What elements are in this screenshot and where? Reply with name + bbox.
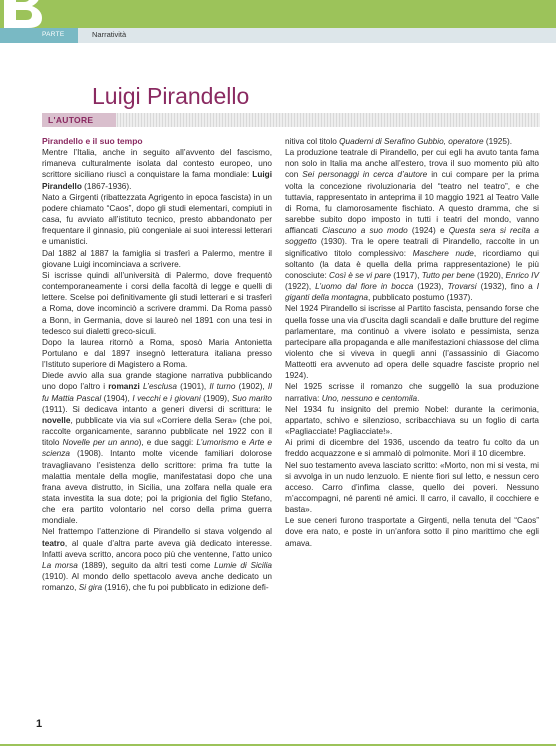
header-nav-band	[0, 28, 556, 43]
paragraph: Nel 1924 Pirandello si iscrisse al Partito fascista, pensando forse che quella fosse una via d’uscita dagli scandali e dalle brutture del regime parlamentare, ma continuò a vivere isolato e pessimista, senza partecipare alla propaganda e alle manifestazioni chiassose del clima violento che si viveva in quegli anni (l’assassinio di Giacomo Matteotti era avvenuto ad opera delle squadre fasciste proprio nel 1924).	[285, 304, 539, 381]
section-label-box	[42, 113, 116, 127]
paragraph: La produzione teatrale di Pirandello, per cui egli ha avuto tanta fama non solo in Italia ma anche all’estero, trova il suo momento più alto con Sei personaggi in cerca d’autore in cui compare per la prima volta la concezione rivoluzionaria del “teatro nel teatro”, e che tuttavia, rappresentato in anteprima il 10 maggio 1921 al Teatro Valle di Roma, fu clamorosamente fischiato. A questo dramma, che si sarebbe subito dopo imposto in tutti i teatri del mondo, vanno affiancati Ciascuno a suo modo (1924) e Questa sera si recita a soggetto (1930). Tra le opere teatrali di Pirandello, raccolte in un significativo titolo complessivo: Maschere nude, ricordiamo qui soltanto (la data è quella della prima rappresentazione) le più conosciute: Così è se vi pare (1917), Tutto per bene (1920), Enrico IV (1922), L’uomo dal fiore in bocca (1923), Trovarsi (1932), fino a I giganti della montagna, pubblicato postumo (1937).	[285, 148, 540, 303]
page-title: Luigi Pirandello	[92, 83, 250, 110]
page-number: 1	[36, 718, 43, 730]
paragraph: Dopo la laurea ritornò a Roma, sposò Maria Antonietta Portulano e dal 1897 insegnò letteratura italiana presso l’Istituto superiore di Magistero a Roma.	[42, 337, 272, 370]
header-green-band	[0, 0, 556, 28]
letter-logo-icon	[0, 0, 44, 28]
paragraph: Ai primi di dicembre del 1936, uscendo da teatro fu colto da un freddo acquazzone e si ammalò di polmonite. Morì il 10 dicembre.	[285, 438, 539, 459]
part-tab	[0, 28, 78, 43]
paragraph: Dal 1882 al 1887 la famiglia si trasferì a Palermo, mentre il giovane Luigi incominciava a scrivere.	[42, 248, 272, 269]
section-name: Narratività	[92, 30, 127, 39]
paragraph: Si iscrisse quindi all’università di Palermo, dove frequentò contemporaneamente i corsi della facoltà di legge e quelli di lettere. Scelse poi definitivamente gli studi letterari e si trasferì a Roma, dove incominciò a scrivere drammi. Da Roma passò a Bonn, in Germania, dove si laureò nel 1891 con una tesi in tedesco sui dialetti greco-siculi.	[42, 270, 272, 336]
paragraph: Nel 1925 scrisse il romanzo che suggellò la sua produzione narrativa: Uno, nessuno e centomila.	[285, 382, 539, 403]
part-label: PARTE	[42, 31, 65, 38]
paragraph: Nel 1934 fu insignito del premio Nobel: durante la cerimonia, appartato, schivo e silenzioso, scribacchiava su un foglio di carta «Pagliacciate! Pagliacciate!».	[285, 404, 539, 437]
paragraph: Mentre l’Italia, anche in seguito all’avvento del fascismo, rimaneva culturalmente isolata dal contesto europeo, uno scrittore siciliano riuscì a conquistare la fama mondiale: Luigi Pirandello (1867-1936).	[42, 148, 272, 191]
section-bar	[42, 113, 540, 127]
right-column	[285, 136, 539, 549]
paragraph: Le sue ceneri furono trasportate a Girgenti, nella tenuta del “Caos” dove era nato, e poste in un’anfora sotto il pino marittimo che egli amava.	[285, 516, 539, 548]
paragraph: nitiva col titolo Quaderni di Serafino Gubbio, operatore (1925).	[285, 137, 513, 146]
paragraph: Nel frattempo l’attenzione di Pirandello si stava volgendo al teatro, al quale d’altra parte aveva già dedicato interesse. Infatti aveva scritto, ancora poco più che ventenne, l’atto unico La morsa (1889), seguito da altri testi come Lumie di Sicilia (1910). Al mondo dello spettacolo aveva anche dedicato un romanzo, Si gira (1916), che fu poi pubblicato in edizione defi-	[42, 527, 272, 593]
paragraph: Nel suo testamento aveva lasciato scritto: «Morto, non mi si vesta, mi si avvolga in un nudo lenzuolo. E niente fiori sul letto, e nessun cero acceso. Carro d’infima classe, quello dei poveri. Nessuno m’accompagni, né parenti né amici. Il carro, il cavallo, il cocchiere e basta».	[285, 460, 539, 515]
section-label: L'AUTORE	[48, 115, 94, 125]
left-column	[42, 136, 272, 593]
subheading: Pirandello e il suo tempo	[42, 136, 143, 146]
paragraph: Nato a Girgenti (ribattezzata Agrigento in epoca fascista) in un podere chiamato “Caos”, dopo gli studi elementari, compiuti in casa, fu avviato all’istituto tecnico, presto abbandonato per frequentare il ginnasio, più congeniale ai suoi interessi letterari e umanistici.	[42, 192, 272, 247]
paragraph: Diede avvio alla sua grande stagione narrativa pubblicando uno dopo l’altro i romanzi L’esclusa (1901), Il turno (1902), Il fu Mattia Pascal (1904), I vecchi e i giovani (1909), Suo marito (1911). Si dedicava intanto a generi diversi di scrittura: le novelle, pubblicate via via sul «Corriere della Sera» (che poi, raccolte organicamente, saranno pubblicate nel 1922 con il titolo Novelle per un anno), e due saggi: L’umorismo e Arte e scienza (1908). Intanto molte vicende familiari dolorose travagliavano l’esistenza dello scrittore: prima fra tutte la malattia mentale della moglie, manifestatasi dopo che una frana aveva distrutto, in Sicilia, una zolfara nella quale era stata investita la sua dote; poi la prigionia del figlio Stefano, che era partito volontario nel corso della prima guerra mondiale.	[42, 371, 272, 526]
